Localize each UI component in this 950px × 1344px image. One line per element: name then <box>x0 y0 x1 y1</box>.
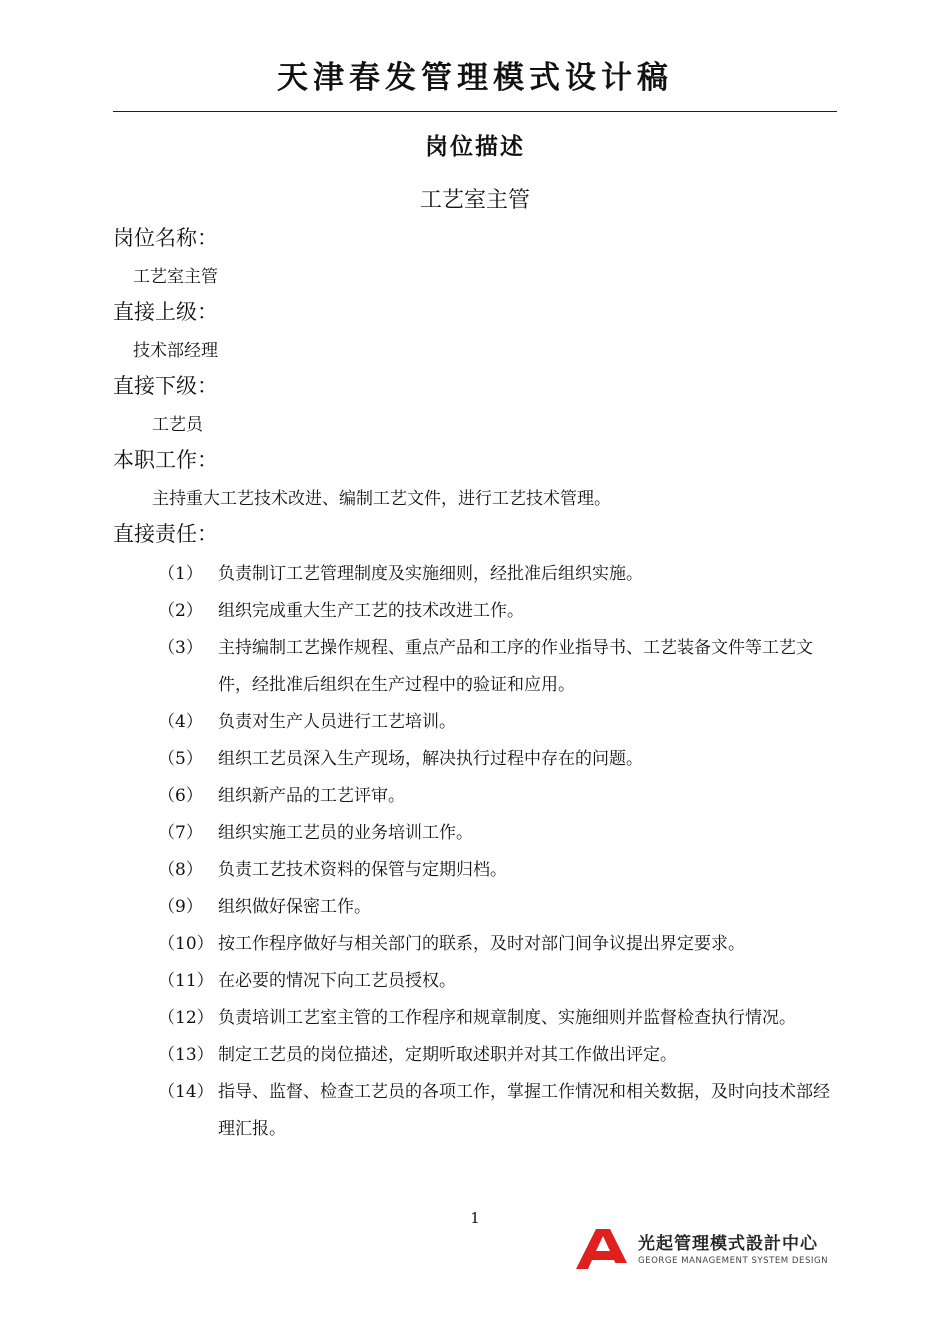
direct-subordinate-label: 直接下级： <box>113 374 218 398</box>
direct-subordinate-value: 工艺员 <box>152 415 203 435</box>
position-title: 工艺室主管 <box>419 188 530 213</box>
logo-subtitle: GEORGE MANAGEMENT SYSTEM DESIGN <box>638 1256 829 1266</box>
list-item-number: （8） <box>158 860 203 880</box>
list-item-text: 主持编制工艺操作规程、重点产品和工序的作业指导书、工艺装备文件等工艺文件，经批准后组织在生产过程中的验证和应用。 <box>218 638 813 695</box>
list-item <box>113 704 837 741</box>
list-item <box>113 1000 837 1037</box>
list-item-number: （2） <box>158 601 203 621</box>
list-item-text: 负责对生产人员进行工艺培训。 <box>218 712 456 732</box>
list-item <box>113 630 837 704</box>
list-item-text: 在必要的情况下向工艺员授权。 <box>218 971 456 991</box>
list-item-number: （12） <box>158 1008 214 1028</box>
document-title: 岗位描述 <box>425 134 525 160</box>
list-item <box>113 778 837 815</box>
list-item-number: （13） <box>158 1045 214 1065</box>
list-item <box>113 741 837 778</box>
list-item <box>113 556 837 593</box>
list-item-text: 组织做好保密工作。 <box>218 897 371 917</box>
list-item <box>113 889 837 926</box>
list-item-number: （3） <box>158 638 203 658</box>
list-item-text: 组织完成重大生产工艺的技术改进工作。 <box>218 601 524 621</box>
list-item-number: （1） <box>158 564 203 584</box>
list-item <box>113 852 837 889</box>
position-name-label: 岗位名称： <box>113 226 218 250</box>
list-item-text: 组织实施工艺员的业务培训工作。 <box>218 823 473 843</box>
header-divider <box>113 111 837 112</box>
duties-label: 本职工作： <box>113 448 218 472</box>
list-item <box>113 963 837 1000</box>
list-item <box>113 593 837 630</box>
list-item-text: 负责培训工艺室主管的工作程序和规章制度、实施细则并监督检查执行情况。 <box>218 1008 796 1028</box>
responsibilities-label: 直接责任： <box>113 522 218 546</box>
list-item-text: 负责制订工艺管理制度及实施细则，经批准后组织实施。 <box>218 564 643 584</box>
list-item-number: （9） <box>158 897 203 917</box>
list-item <box>113 815 837 852</box>
page-number: 1 <box>470 1209 480 1227</box>
list-item-number: （4） <box>158 712 203 732</box>
page-header-title: 天津春发管理模式设计稿 <box>277 60 673 96</box>
duties-value: 主持重大工艺技术改进、编制工艺文件，进行工艺技术管理。 <box>152 489 611 509</box>
list-item-number: （7） <box>158 823 203 843</box>
position-name-value: 工艺室主管 <box>133 267 218 287</box>
responsibilities-list <box>113 556 837 1148</box>
list-item-text: 组织工艺员深入生产现场，解决执行过程中存在的问题。 <box>218 749 643 769</box>
list-item-text: 按工作程序做好与相关部门的联系，及时对部门间争议提出界定要求。 <box>218 934 745 954</box>
company-logo <box>574 1227 844 1271</box>
list-item-number: （11） <box>158 971 214 991</box>
list-item-text: 负责工艺技术资料的保管与定期归档。 <box>218 860 507 880</box>
list-item-number: （10） <box>158 934 214 954</box>
list-item <box>113 1074 837 1148</box>
list-item-text: 制定工艺员的岗位描述，定期听取述职并对其工作做出评定。 <box>218 1045 677 1065</box>
list-item-text: 指导、监督、检查工艺员的各项工作，掌握工作情况和相关数据，及时向技术部经理汇报。 <box>218 1082 830 1139</box>
list-item <box>113 1037 837 1074</box>
list-item-text: 组织新产品的工艺评审。 <box>218 786 405 806</box>
logo-name: 光起管理模式設計中心 <box>638 1234 818 1254</box>
list-item-number: （14） <box>158 1082 214 1102</box>
logo-a-icon <box>574 1227 634 1271</box>
direct-superior-label: 直接上级： <box>113 300 218 324</box>
list-item-number: （6） <box>158 786 203 806</box>
list-item-number: （5） <box>158 749 203 769</box>
direct-superior-value: 技术部经理 <box>133 341 218 361</box>
list-item <box>113 926 837 963</box>
